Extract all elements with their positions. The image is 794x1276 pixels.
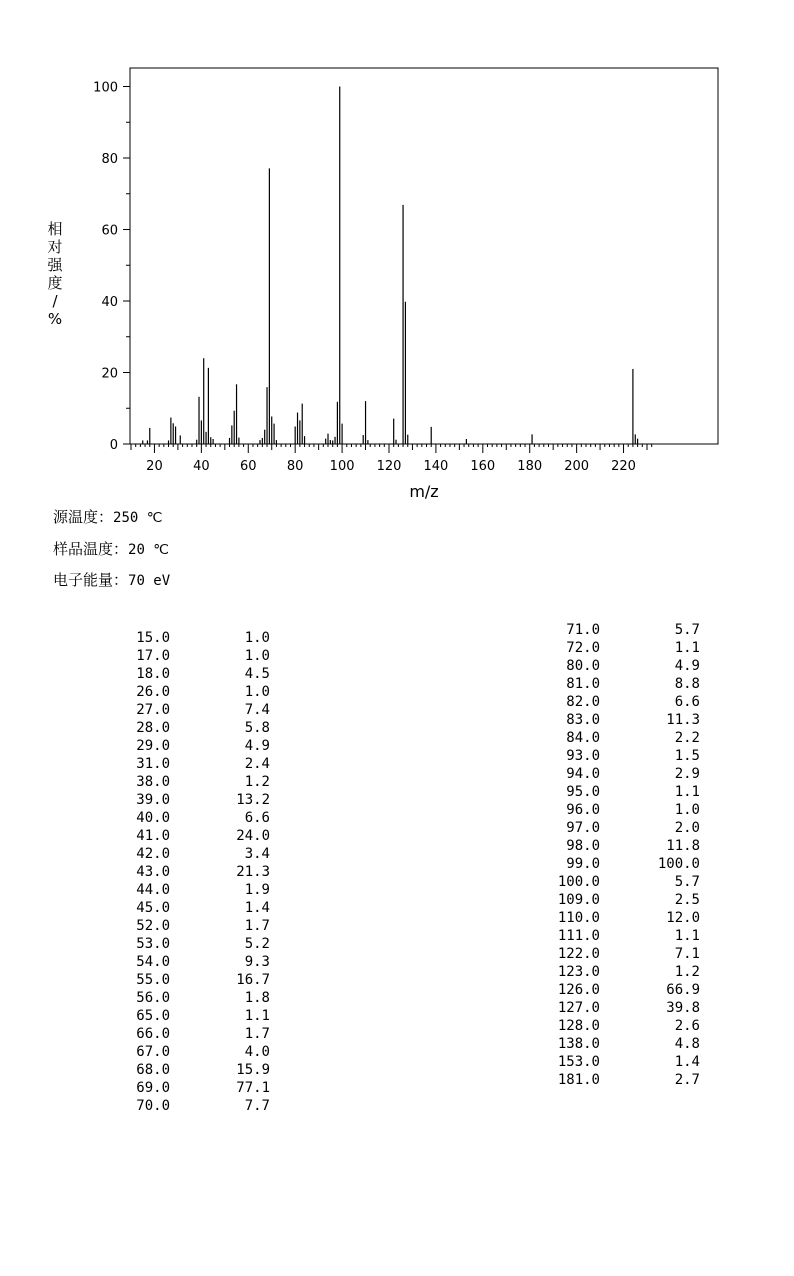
table-row	[557, 873, 710, 891]
table-row	[130, 935, 280, 953]
table-row	[557, 945, 710, 963]
x-tick-label: 140	[423, 459, 449, 474]
sample-temperature	[53, 540, 169, 559]
table-row	[130, 665, 280, 683]
abundance-value: 4.8	[674, 1036, 700, 1052]
abundance-value: 12.0	[666, 910, 700, 926]
abundance-value: 1.1	[674, 928, 700, 944]
mz-value: 123.0	[557, 964, 600, 980]
y-tick-label: 60	[101, 223, 118, 239]
source-temperature-value: 250 ℃	[113, 510, 163, 526]
abundance-value: 5.8	[244, 720, 270, 736]
mass-spectrum-chart	[0, 0, 794, 510]
abundance-value: 100.0	[657, 856, 700, 872]
table-row	[130, 1061, 280, 1079]
mz-value: 83.0	[566, 712, 600, 728]
abundance-value: 2.4	[244, 756, 270, 772]
table-row	[560, 693, 710, 711]
peak-table-left	[130, 629, 280, 1115]
abundance-value: 2.0	[674, 820, 700, 836]
abundance-value: 8.8	[674, 676, 700, 692]
abundance-value: 4.9	[244, 738, 270, 754]
table-row	[130, 1007, 280, 1025]
y-tick-label: 80	[101, 152, 118, 167]
mz-value: 110.0	[557, 910, 600, 926]
mz-value: 84.0	[566, 730, 600, 746]
table-row	[560, 639, 710, 657]
sample-temperature-label: 样品温度：	[53, 540, 129, 558]
peak-table-right	[557, 621, 710, 1089]
source-temperature-label: 源温度：	[53, 508, 114, 526]
abundance-value: 1.1	[674, 784, 700, 800]
table-row	[130, 1079, 280, 1097]
table-row	[130, 755, 280, 773]
table-row	[130, 647, 280, 665]
abundance-value: 1.2	[674, 964, 700, 980]
abundance-value: 5.2	[244, 936, 270, 952]
abundance-value: 1.8	[244, 990, 270, 1006]
mz-value: 15.0	[136, 630, 170, 646]
table-row	[560, 729, 710, 747]
table-row	[130, 881, 280, 899]
x-tick-label: 80	[286, 459, 304, 474]
mz-value: 96.0	[566, 802, 600, 818]
mz-value: 53.0	[136, 936, 170, 952]
mz-value: 39.0	[136, 792, 170, 808]
table-row	[560, 765, 710, 783]
source-temperature	[53, 508, 162, 527]
mz-value: 72.0	[566, 640, 600, 656]
abundance-value: 1.1	[674, 640, 700, 656]
x-tick-label: 200	[564, 459, 590, 474]
mz-value: 93.0	[566, 748, 600, 764]
electron-energy-value: 70 eV	[128, 573, 171, 589]
mz-value: 71.0	[566, 622, 600, 638]
abundance-value: 13.2	[236, 792, 270, 808]
table-row	[130, 953, 280, 971]
x-tick-label: 220	[611, 459, 636, 474]
abundance-value: 77.1	[236, 1080, 270, 1096]
mz-value: 100.0	[557, 874, 600, 890]
abundance-value: 21.3	[236, 864, 270, 880]
table-row	[130, 1043, 280, 1061]
mz-value: 26.0	[136, 684, 170, 700]
table-row	[560, 657, 710, 675]
abundance-value: 5.7	[674, 874, 700, 890]
table-row	[130, 845, 280, 863]
mz-value: 42.0	[136, 846, 170, 862]
mz-value: 111.0	[557, 928, 600, 944]
table-row	[560, 783, 710, 801]
table-row	[130, 701, 280, 719]
mz-value: 82.0	[566, 694, 600, 710]
table-row	[130, 791, 280, 809]
abundance-value: 1.0	[244, 630, 270, 646]
table-row	[130, 1025, 280, 1043]
abundance-value: 7.4	[244, 702, 270, 718]
table-row	[560, 747, 710, 765]
table-row	[130, 773, 280, 791]
mz-value: 97.0	[566, 820, 600, 836]
abundance-value: 4.0	[244, 1044, 270, 1060]
table-row	[557, 1035, 710, 1053]
abundance-value: 1.0	[674, 802, 700, 818]
abundance-value: 1.1	[244, 1008, 270, 1024]
abundance-value: 1.7	[244, 1026, 270, 1042]
x-axis-label: m/z	[409, 482, 439, 501]
table-row	[557, 981, 710, 999]
mz-value: 45.0	[136, 900, 170, 916]
table-row	[557, 1071, 710, 1089]
abundance-value: 6.6	[244, 810, 270, 826]
table-row	[560, 801, 710, 819]
mz-value: 66.0	[136, 1026, 170, 1042]
x-tick-label: 160	[470, 459, 496, 474]
mz-value: 109.0	[557, 892, 600, 908]
mz-value: 65.0	[136, 1008, 170, 1024]
table-row	[130, 917, 280, 935]
abundance-value: 15.9	[236, 1062, 270, 1078]
table-row	[130, 737, 280, 755]
electron-energy	[53, 571, 170, 590]
abundance-value: 2.7	[674, 1072, 700, 1088]
table-row	[130, 989, 280, 1007]
abundance-value: 1.0	[244, 648, 270, 664]
abundance-value: 2.2	[674, 730, 700, 746]
abundance-value: 7.1	[674, 946, 700, 962]
abundance-value: 39.8	[666, 1000, 700, 1016]
abundance-value: 4.5	[244, 666, 270, 682]
mz-value: 153.0	[557, 1054, 600, 1070]
table-row	[557, 909, 710, 927]
abundance-value: 16.7	[236, 972, 270, 988]
mz-value: 70.0	[136, 1098, 170, 1114]
table-row	[130, 827, 280, 845]
y-tick-label: 0	[109, 438, 118, 453]
mz-value: 52.0	[136, 918, 170, 934]
abundance-value: 1.9	[244, 882, 270, 898]
mz-value: 31.0	[136, 756, 170, 772]
table-row	[130, 719, 280, 737]
table-row	[560, 675, 710, 693]
table-row	[130, 629, 280, 647]
electron-energy-label: 电子能量：	[53, 571, 129, 589]
mz-value: 95.0	[566, 784, 600, 800]
abundance-value: 5.7	[674, 622, 700, 638]
abundance-value: 11.3	[666, 712, 700, 728]
abundance-value: 2.6	[674, 1018, 700, 1034]
table-row	[130, 863, 280, 881]
table-row	[560, 621, 710, 639]
abundance-value: 1.5	[674, 748, 700, 764]
abundance-value: 7.7	[244, 1098, 270, 1114]
mz-value: 56.0	[136, 990, 170, 1006]
abundance-value: 1.4	[674, 1054, 700, 1070]
table-row	[560, 855, 710, 873]
mz-value: 122.0	[557, 946, 600, 962]
abundance-value: 4.9	[674, 658, 700, 674]
table-row	[130, 683, 280, 701]
abundance-value: 2.5	[674, 892, 700, 908]
y-tick-label: 40	[101, 295, 118, 310]
abundance-value: 1.7	[244, 918, 270, 934]
mz-value: 18.0	[136, 666, 170, 682]
table-row	[557, 927, 710, 945]
x-tick-label: 120	[376, 459, 402, 474]
mz-value: 54.0	[136, 954, 170, 970]
table-row	[557, 999, 710, 1017]
abundance-value: 24.0	[236, 828, 270, 844]
abundance-value: 6.6	[674, 694, 700, 710]
abundance-value: 11.8	[666, 838, 700, 854]
abundance-value: 66.9	[666, 982, 700, 998]
plot-frame	[130, 68, 718, 444]
mz-value: 38.0	[136, 774, 170, 790]
mz-value: 69.0	[136, 1080, 170, 1096]
abundance-value: 1.2	[244, 774, 270, 790]
y-tick-label: 20	[101, 366, 118, 382]
mz-value: 29.0	[136, 738, 170, 754]
mz-value: 127.0	[557, 1000, 600, 1016]
mz-value: 43.0	[136, 864, 170, 880]
abundance-value: 2.9	[674, 766, 700, 782]
mz-value: 17.0	[136, 648, 170, 664]
mz-value: 68.0	[136, 1062, 170, 1078]
y-tick-label: 100	[93, 80, 118, 96]
mz-value: 94.0	[566, 766, 600, 782]
table-row	[130, 809, 280, 827]
mz-value: 44.0	[136, 882, 170, 898]
x-tick-label: 40	[193, 459, 210, 474]
y-axis-label: 相对强度/ %	[47, 220, 63, 328]
sample-temperature-value: 20 ℃	[128, 542, 170, 558]
abundance-value: 9.3	[244, 954, 270, 970]
abundance-value: 3.4	[244, 846, 270, 862]
table-row	[557, 963, 710, 981]
table-row	[560, 837, 710, 855]
mz-value: 27.0	[136, 702, 170, 718]
table-row	[130, 899, 280, 917]
table-row	[560, 819, 710, 837]
mz-value: 98.0	[566, 838, 600, 854]
x-tick-label: 20	[146, 459, 163, 474]
mz-value: 40.0	[136, 810, 170, 826]
mz-value: 55.0	[136, 972, 170, 988]
mz-value: 28.0	[136, 720, 170, 736]
mz-value: 181.0	[557, 1072, 600, 1088]
mz-value: 41.0	[136, 828, 170, 844]
table-row	[557, 1017, 710, 1035]
table-row	[557, 1053, 710, 1071]
mz-value: 99.0	[566, 856, 600, 872]
table-row	[560, 711, 710, 729]
x-tick-label: 100	[329, 459, 355, 474]
abundance-value: 1.4	[244, 900, 270, 916]
x-tick-label: 60	[239, 459, 257, 474]
mz-value: 67.0	[136, 1044, 170, 1060]
x-tick-label: 180	[517, 459, 543, 474]
mz-value: 138.0	[557, 1036, 600, 1052]
mz-value: 80.0	[566, 658, 600, 674]
table-row	[130, 971, 280, 989]
mz-value: 81.0	[566, 676, 600, 692]
mz-value: 126.0	[557, 982, 600, 998]
table-row	[557, 891, 710, 909]
abundance-value: 1.0	[244, 684, 270, 700]
mz-value: 128.0	[557, 1018, 600, 1034]
table-row	[130, 1097, 280, 1115]
